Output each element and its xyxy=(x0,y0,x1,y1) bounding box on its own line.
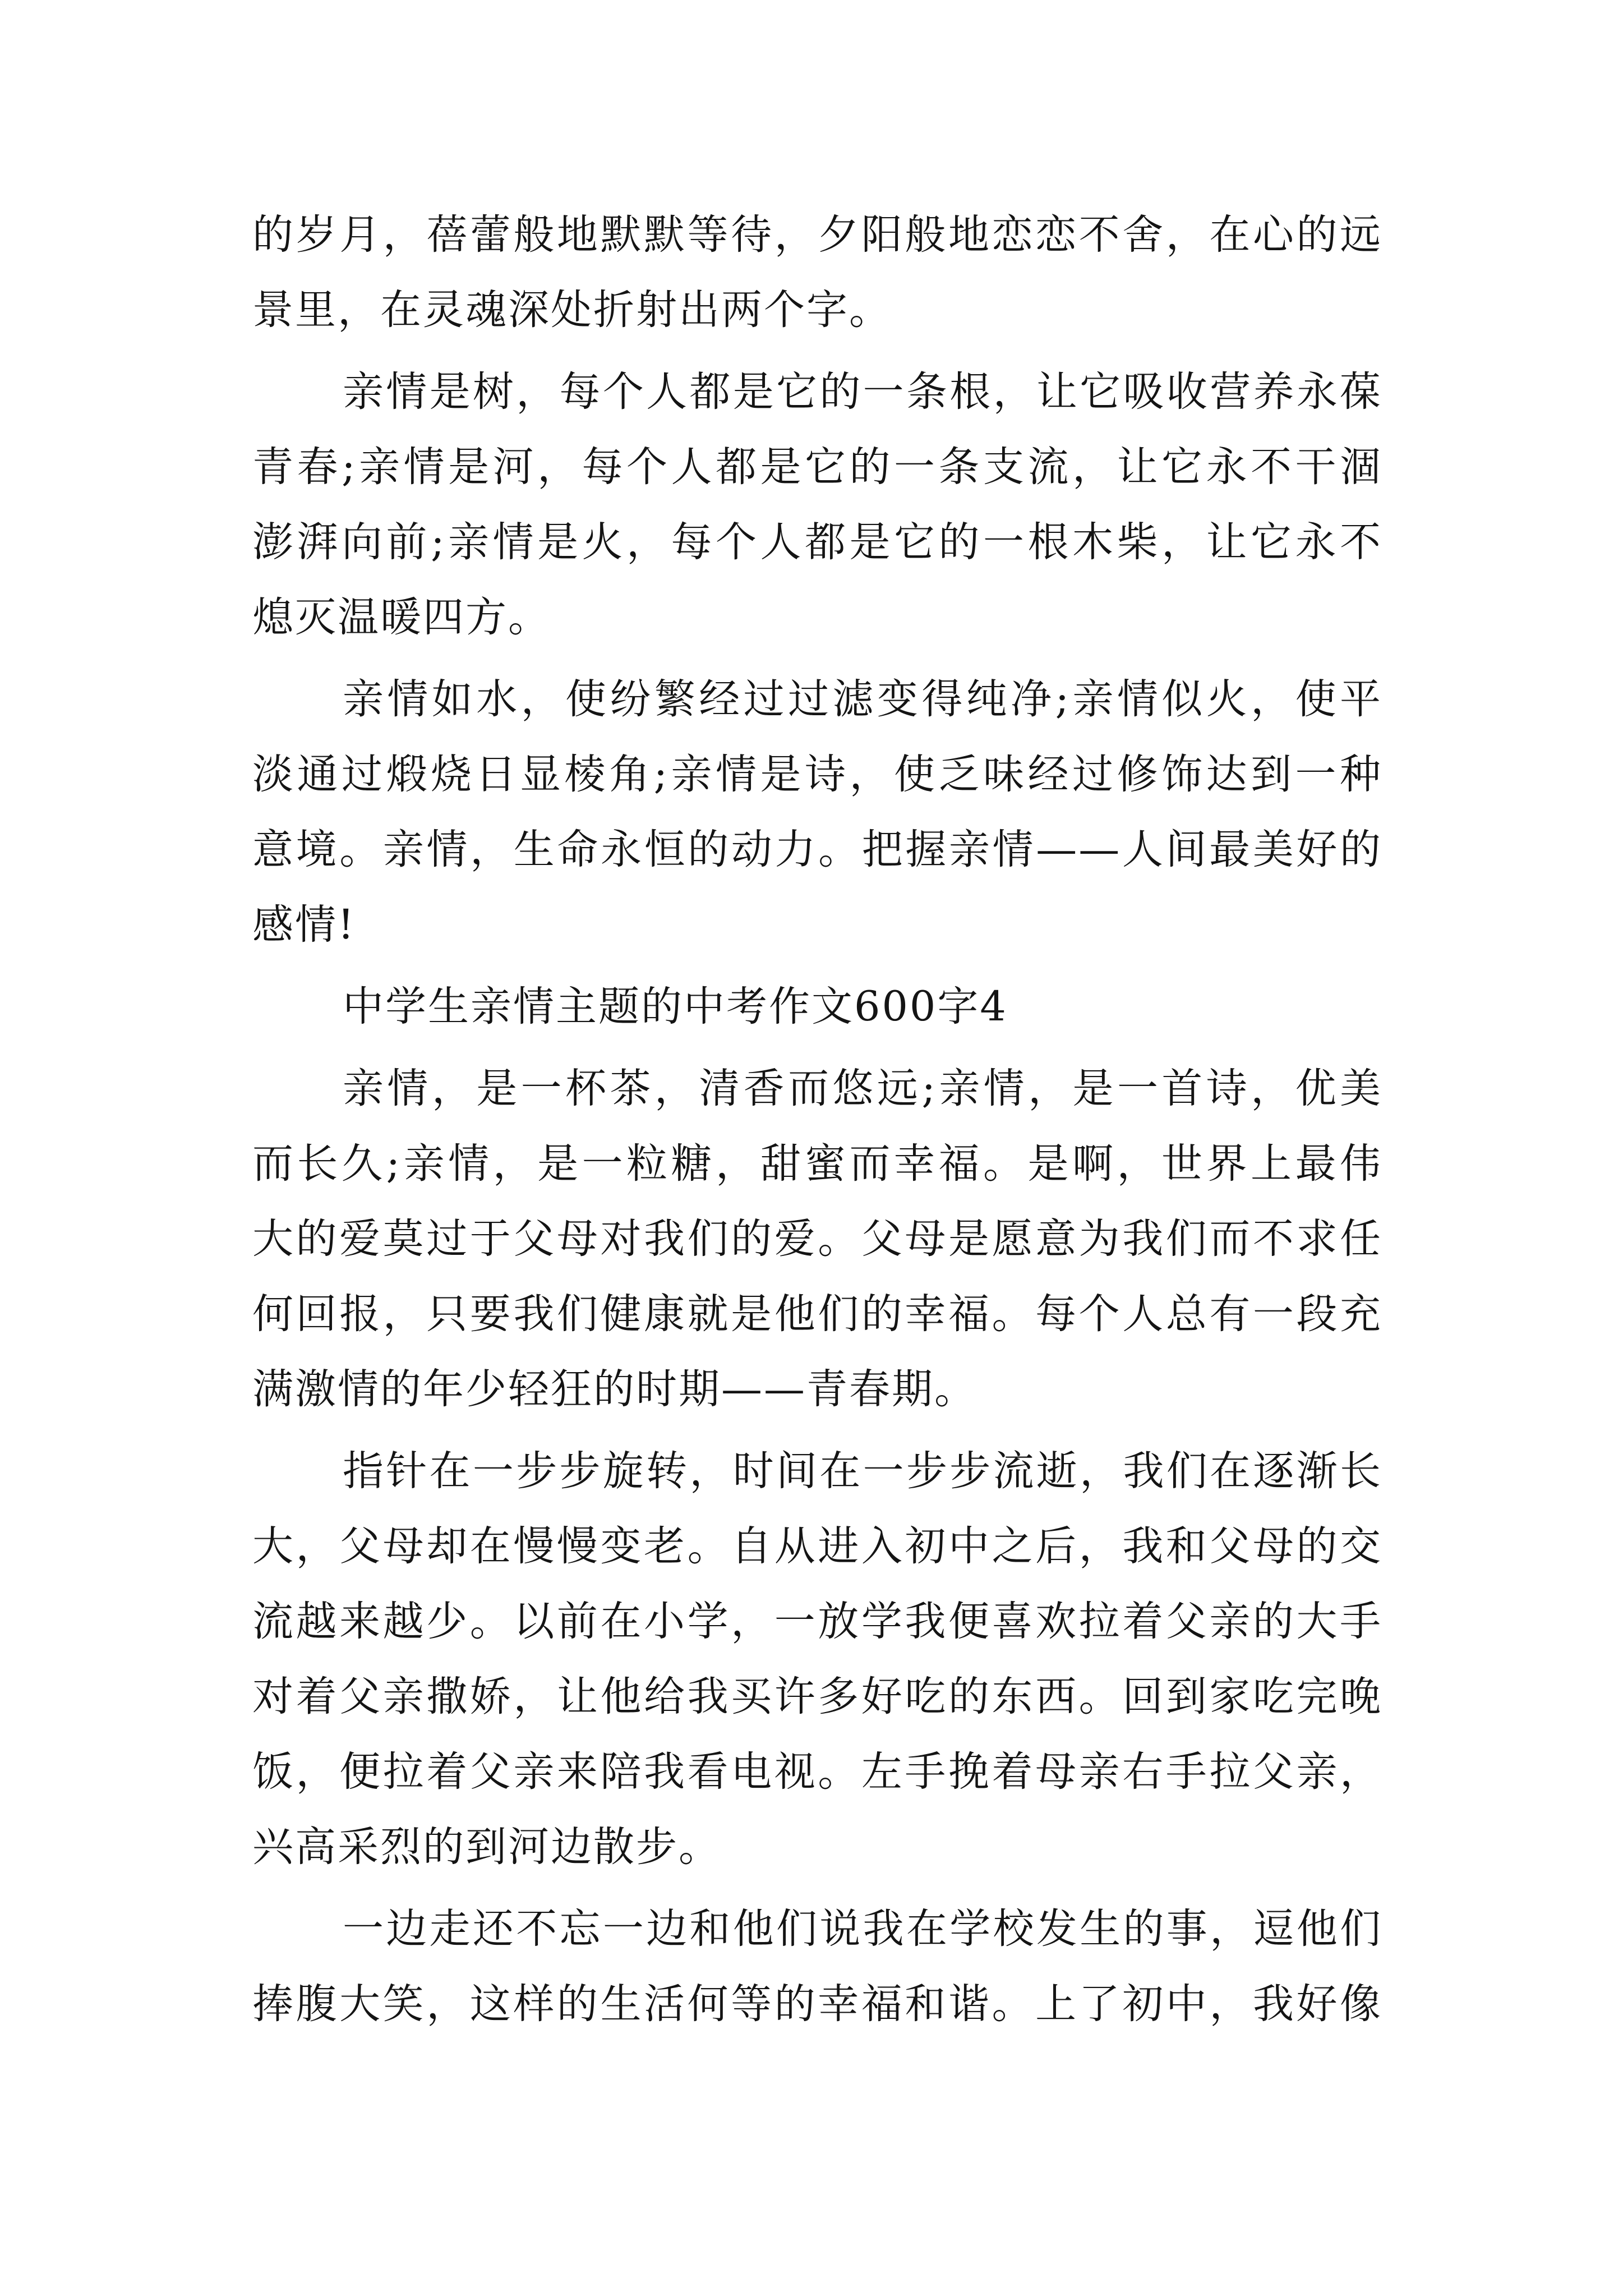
text-line: 亲情如水，使纷繁经过过滤变得纯净;亲情似火，使平 xyxy=(343,675,1382,723)
text-line: 中学生亲情主题的中考作文600字4 xyxy=(343,983,1008,1030)
text-line: 指针在一步步旋转，时间在一步步流逝，我们在逐渐长 xyxy=(343,1447,1382,1495)
text-line: 满激情的年少轻狂的时期——青春期。 xyxy=(252,1365,977,1413)
text-line: 感情! xyxy=(252,901,356,949)
document-body xyxy=(252,197,1382,2042)
text-line: 而长久;亲情，是一粒糖，甜蜜而幸福。是啊，世界上最伟 xyxy=(252,1140,1382,1188)
text-line: 澎湃向前;亲情是火，每个人都是它的一根木柴，让它永不 xyxy=(252,518,1382,566)
text-line: 饭，便拉着父亲来陪我看电视。左手挽着母亲右手拉父亲， xyxy=(252,1748,1382,1796)
text-line: 亲情是树，每个人都是它的一条根，让它吸收营养永葆 xyxy=(343,368,1382,416)
text-line: 一边走还不忘一边和他们说我在学校发生的事，逗他们 xyxy=(343,1905,1382,1953)
text-line: 对着父亲撒娇，让他给我买许多好吃的东西。回到家吃完晚 xyxy=(252,1673,1382,1720)
text-line: 意境。亲情，生命永恒的动力。把握亲情——人间最美好的 xyxy=(252,826,1382,873)
text-line: 青春;亲情是河，每个人都是它的一条支流，让它永不干涸 xyxy=(252,443,1382,491)
text-line: 何回报，只要我们健康就是他们的幸福。每个人总有一段充 xyxy=(252,1290,1382,1338)
text-line: 捧腹大笑，这样的生活何等的幸福和谐。上了初中，我好像 xyxy=(252,1980,1382,2028)
text-line: 熄灭温暖四方。 xyxy=(252,593,551,641)
text-line: 淡通过煅烧日显棱角;亲情是诗，使乏味经过修饰达到一种 xyxy=(252,751,1382,798)
text-line: 景里，在灵魂深处折射出两个字。 xyxy=(252,286,892,334)
text-line: 大的爱莫过于父母对我们的爱。父母是愿意为我们而不求任 xyxy=(252,1215,1382,1263)
text-line: 的岁月，蓓蕾般地默默等待，夕阳般地恋恋不舍，在心的远 xyxy=(252,211,1382,259)
text-line: 流越来越少。以前在小学，一放学我便喜欢拉着父亲的大手 xyxy=(252,1598,1382,1645)
text-line: 亲情，是一杯茶，清香而悠远;亲情，是一首诗，优美 xyxy=(343,1065,1382,1112)
text-line: 大，父母却在慢慢变老。自从进入初中之后，我和父母的交 xyxy=(252,1522,1382,1570)
text-line: 兴高采烈的到河边散步。 xyxy=(252,1823,721,1871)
